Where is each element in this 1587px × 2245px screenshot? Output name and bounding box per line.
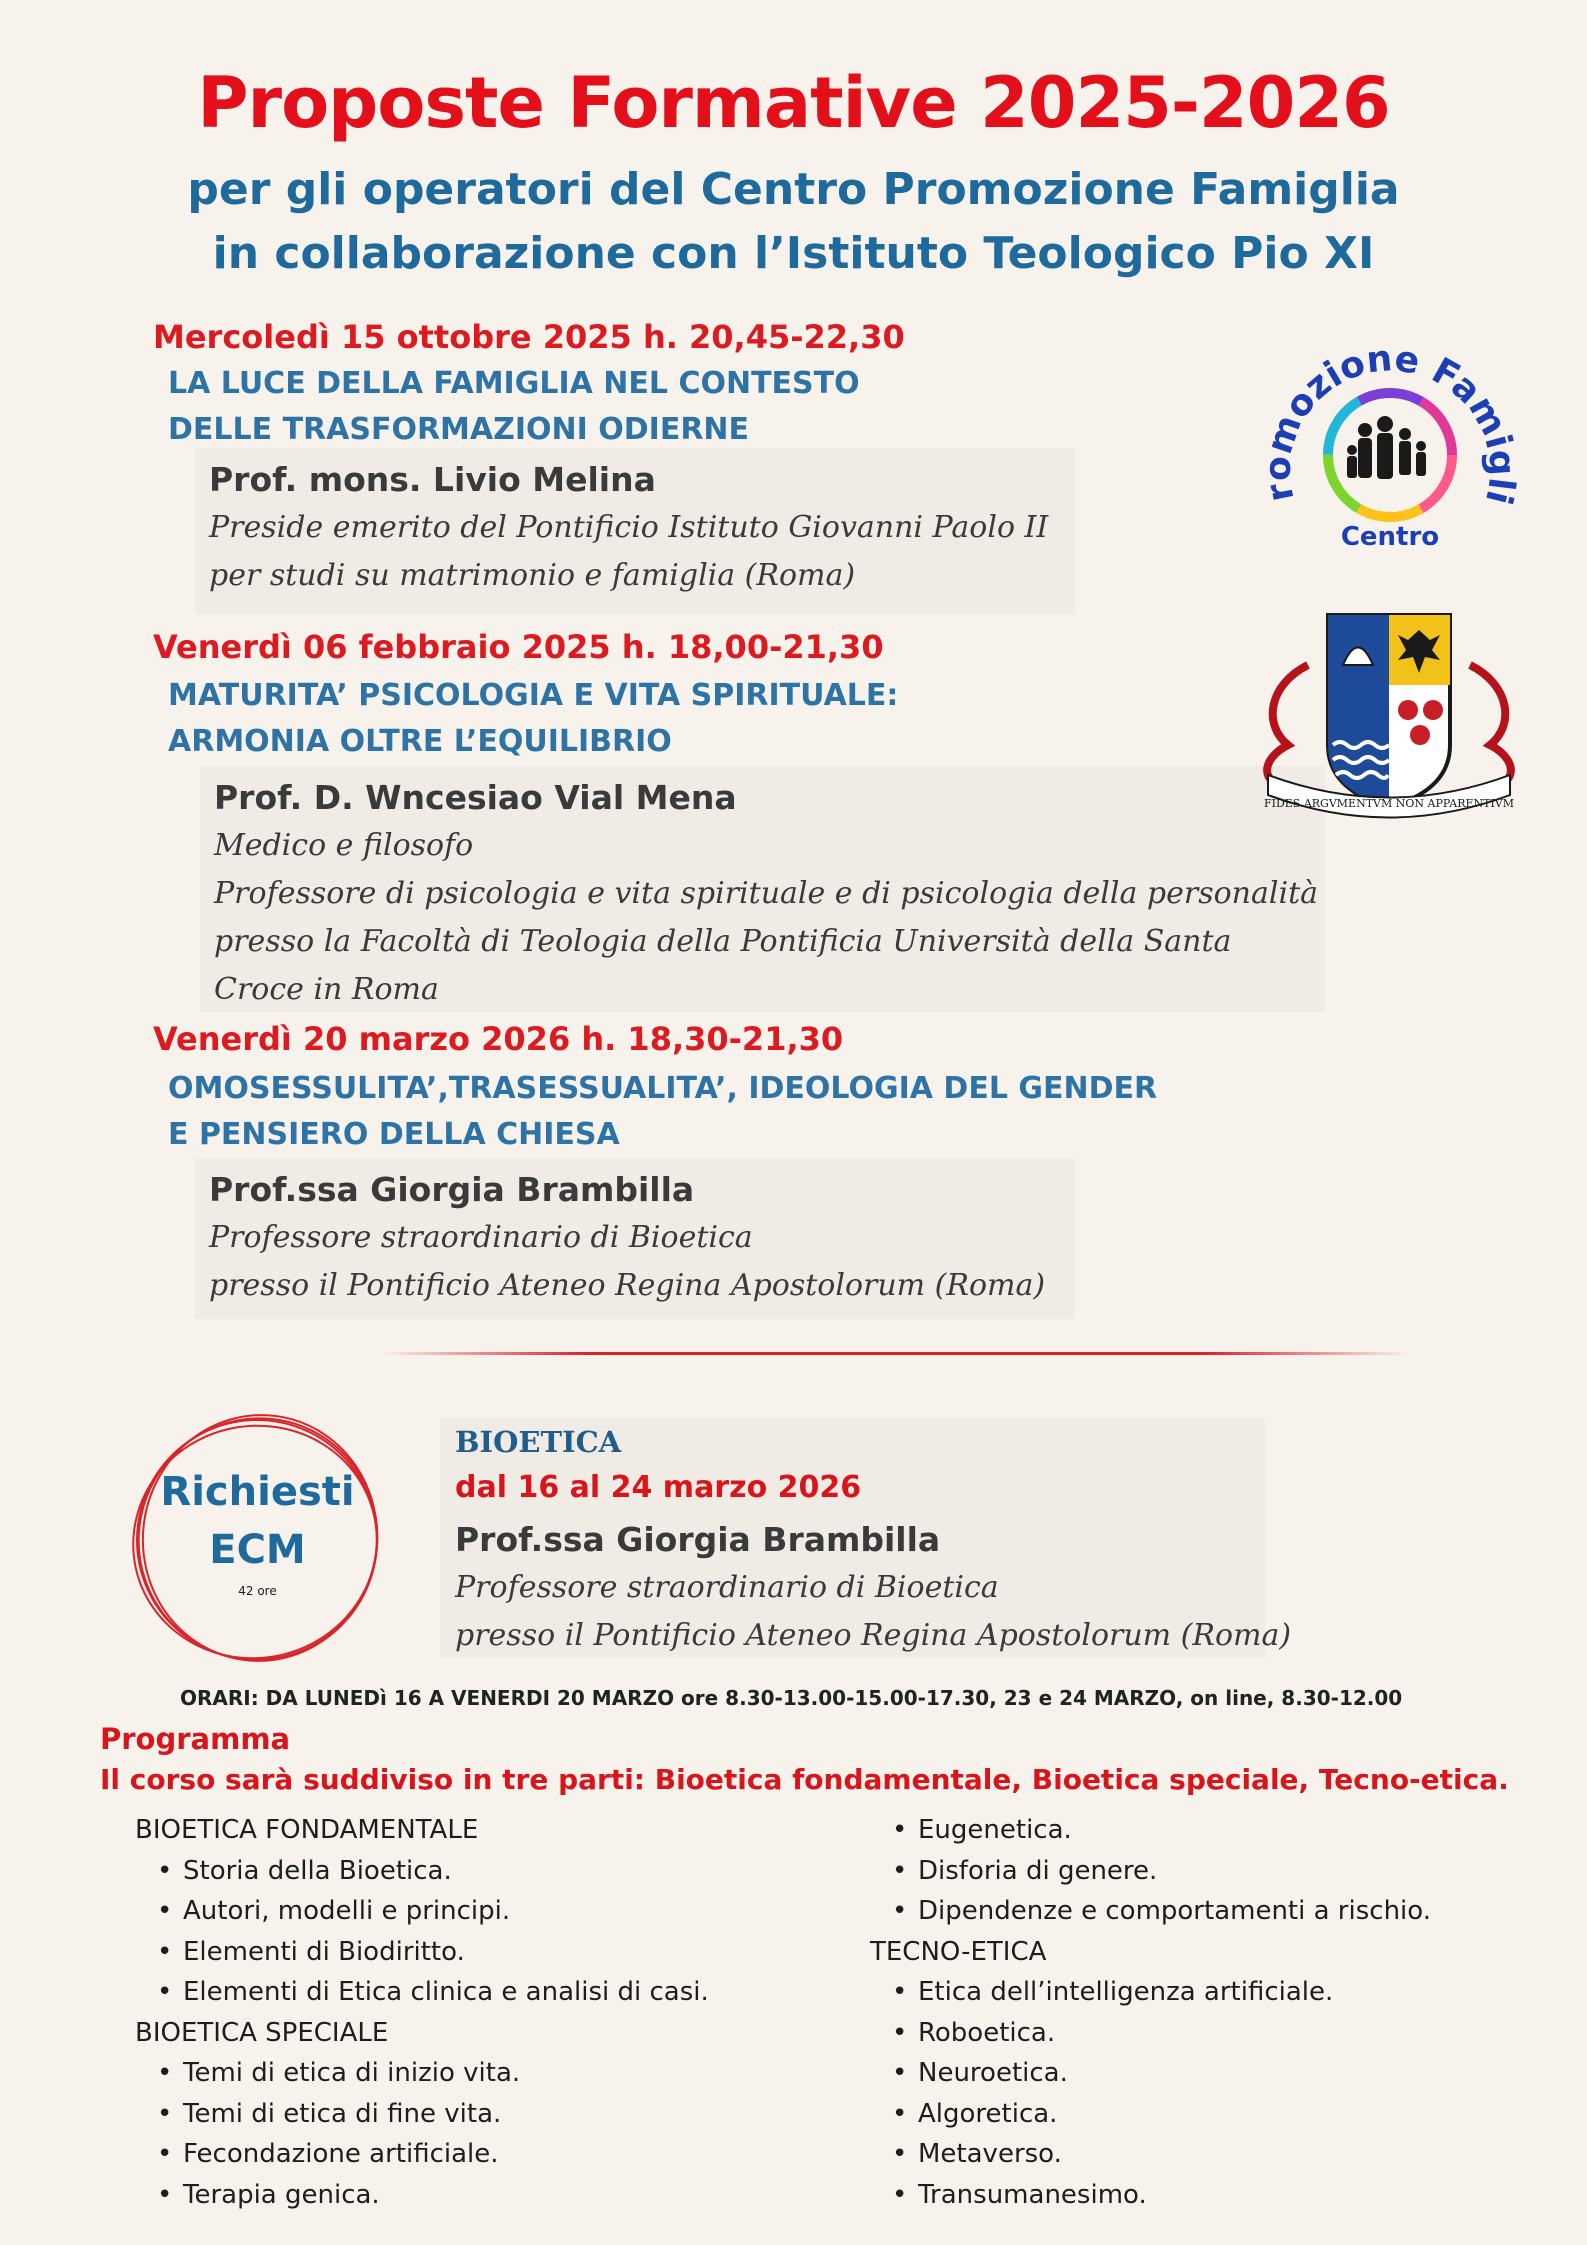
list-item: • Elementi di Biodiritto. xyxy=(135,1932,709,1973)
bioetica-speaker-block xyxy=(455,1516,1291,1660)
istituto-teologico-crest xyxy=(1248,595,1530,830)
page-subtitle-line2: in collaborazione con l’Istituto Teologico Pio XI xyxy=(212,228,1375,279)
list-item: • Fecondazione artificiale. xyxy=(135,2134,709,2175)
event-3-topic-line2: E PENSIERO DELLA CHIESA xyxy=(168,1117,620,1152)
event-3-date: Venerdì 20 marzo 2026 h. 18,30-21,30 xyxy=(153,1020,844,1058)
event-3-speaker-role: Professore straordinario di Bioetica presso il Pontificio Ateneo Regina Apostolorum (Roma) xyxy=(209,1220,1046,1303)
event-2-topic-line2: ARMONIA OLTRE L’EQUILIBRIO xyxy=(168,724,672,759)
page-title: Proposte Formative 2025-2026 xyxy=(197,62,1390,144)
event-1-topic-line2: DELLE TRASFORMAZIONI ODIERNE xyxy=(168,412,750,447)
event-2-topic-line1: MATURITA’ PSICOLOGIA E VITA SPIRITUALE: xyxy=(168,678,899,713)
event-1-speaker-role: Preside emerito del Pontificio Istituto Giovanni Paolo II per studi su matrimonio e famiglia (Roma) xyxy=(209,510,1049,593)
bioetica-label: BIOETICA xyxy=(455,1425,622,1459)
event-1-speaker-card xyxy=(195,448,1075,614)
list-item: • Temi di etica di inizio vita. xyxy=(135,2053,709,2094)
event-2-speaker-card xyxy=(200,766,1325,1012)
page-subtitle-line1: per gli operatori del Centro Promozione Famiglia xyxy=(187,164,1400,215)
list-item: • Terapia genica. xyxy=(135,2175,709,2216)
bioetica-speaker-role: Professore straordinario di Bioetica presso il Pontificio Ateneo Regina Apostolorum (Roma) xyxy=(455,1570,1292,1653)
list-item: • Etica dell’intelligenza artificiale. xyxy=(870,1972,1431,2013)
list-item: • Eugenetica. xyxy=(870,1810,1431,1851)
svg-text:Promozione Famiglia xyxy=(1255,320,1523,508)
bioetica-speaker: Prof.ssa Giorgia Brambilla xyxy=(455,1520,941,1559)
section-divider xyxy=(380,1352,1410,1355)
list-item: • Roboetica. xyxy=(870,2013,1431,2054)
event-2-date: Venerdì 06 febbraio 2025 h. 18,00-21,30 xyxy=(153,628,884,666)
centro-promozione-famiglia-logo xyxy=(1255,320,1525,570)
course-schedule: ORARI: DA LUNEDì 16 A VENERDI 20 MARZO ore 8.30-13.00-15.00-17.30, 23 e 24 MARZO, on line, 8.30-12.00 xyxy=(180,1686,1403,1710)
programma-description: Il corso sarà suddiviso in tre parti: Bioetica fondamentale, Bioetica speciale, Tecno-etica. xyxy=(100,1763,1509,1796)
ecm-line2: ECM xyxy=(209,1527,306,1573)
list-item: • Elementi di Etica clinica e analisi di casi. xyxy=(135,1972,709,2013)
ecm-line1: Richiesti xyxy=(160,1469,355,1515)
programma-left-column xyxy=(135,1810,709,2215)
event-2-speaker: Prof. D. Wncesiao Vial Mena xyxy=(214,778,737,817)
list-item: • Algoretica. xyxy=(870,2094,1431,2135)
list-item: • Disforia di genere. xyxy=(870,1851,1431,1892)
event-1-topic-line1: LA LUCE DELLA FAMIGLIA NEL CONTESTO xyxy=(168,366,860,401)
list-item: • Autori, modelli e principi. xyxy=(135,1891,709,1932)
logo-centro-label: Centro xyxy=(1340,522,1440,552)
list-item: • Metaverso. xyxy=(870,2134,1431,2175)
event-1-date: Mercoledì 15 ottobre 2025 h. 20,45-22,30 xyxy=(153,318,905,356)
fondamentale-heading: BIOETICA FONDAMENTALE xyxy=(135,1815,479,1845)
event-1-speaker: Prof. mons. Livio Melina xyxy=(209,460,656,499)
event-3-topic-line1: OMOSESSULITA’,TRASESSUALITA’, IDEOLOGIA DEL GENDER xyxy=(168,1071,1158,1106)
event-3-speaker: Prof.ssa Giorgia Brambilla xyxy=(209,1170,695,1209)
ecm-hours: 42 ore xyxy=(238,1584,277,1598)
event-3-speaker-card xyxy=(195,1158,1075,1319)
logo-arc-text: romozione Famigli xyxy=(1257,338,1523,509)
event-2-speaker-role: Medico e filosofo Professore di psicologia e vita spirituale e di psicologia della personalità presso la Facoltà di Teologia della Pontificia Università della Santa Croce in Roma xyxy=(214,828,1319,1007)
list-item: • Storia della Bioetica. xyxy=(135,1851,709,1892)
programma-right-column xyxy=(870,1810,1431,2215)
list-item: • Neuroetica. xyxy=(870,2053,1431,2094)
list-item: • Dipendenze e comportamenti a rischio. xyxy=(870,1891,1431,1932)
speciale-heading: BIOETICA SPECIALE xyxy=(135,2017,389,2048)
programma-title: Programma xyxy=(100,1722,291,1756)
bioetica-dates: dal 16 al 24 marzo 2026 xyxy=(455,1470,862,1505)
family-silhouette-icon xyxy=(1347,416,1426,479)
crest-motto: FIDES ARGVMENTVM NON APPARENTIVM xyxy=(1263,797,1515,810)
list-item: • Transumanesimo. xyxy=(870,2175,1431,2216)
list-item: • Temi di etica di fine vita. xyxy=(135,2094,709,2135)
tecnoetica-heading: TECNO-ETICA xyxy=(870,1936,1047,1967)
